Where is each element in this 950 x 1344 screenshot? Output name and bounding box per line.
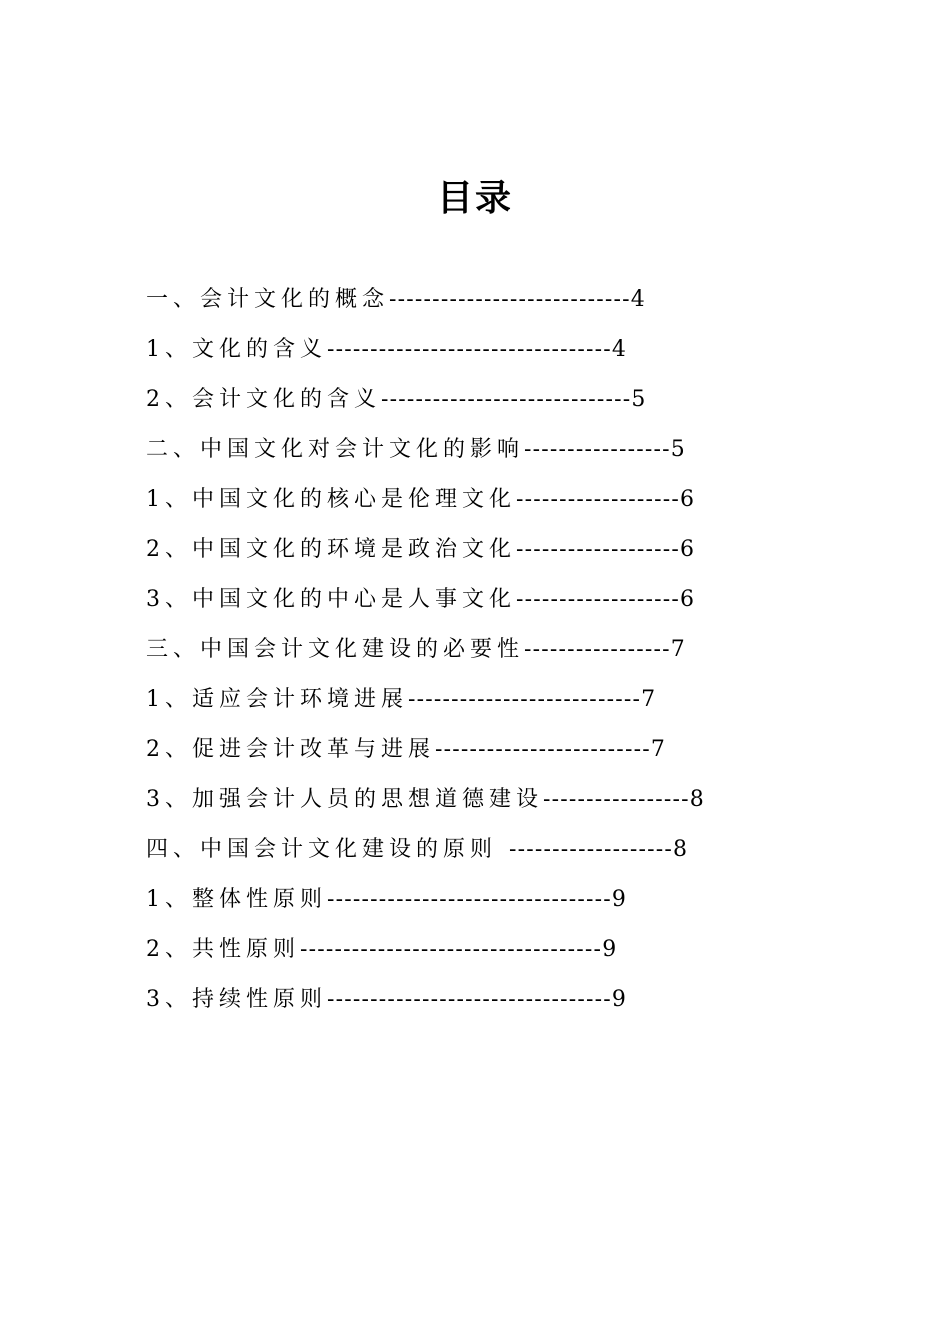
toc-entry[interactable]	[146, 628, 746, 678]
toc-entry-label: 1、适应会计环境进展	[146, 687, 408, 712]
toc-entry-label: 3、持续性原则	[146, 987, 327, 1012]
toc-entry-label: 1、整体性原则	[146, 887, 327, 912]
toc-entry-leader: ---------------------------------	[327, 987, 612, 1012]
toc-entry-label: 二、中国文化对会计文化的影响	[146, 437, 525, 462]
toc-entry-leader: -------------------	[509, 837, 674, 862]
toc-entry-label: 三、中国会计文化建设的必要性	[146, 637, 525, 662]
toc-entry-leader: ---------------------------------	[327, 337, 612, 362]
toc-entry-label: 3、加强会计人员的思想道德建设	[146, 787, 543, 812]
toc-entry-page: 4	[611, 337, 626, 362]
toc-entry-page: 4	[630, 287, 645, 312]
toc-entry-leader: -------------------------	[435, 737, 651, 762]
toc-entry-page: 9	[611, 887, 626, 912]
toc-entry[interactable]	[146, 278, 746, 328]
toc-entry-leader: -------------------	[516, 587, 681, 612]
toc-entry-label: 2、促进会计改革与进展	[146, 737, 435, 762]
toc-entry-page: 5	[631, 387, 646, 412]
toc-entry[interactable]	[146, 528, 746, 578]
toc-entry[interactable]	[146, 778, 746, 828]
toc-entry-leader: -----------------	[543, 787, 690, 812]
toc-entry-page: 8	[689, 787, 704, 812]
toc-entry[interactable]	[146, 378, 746, 428]
toc-entry[interactable]	[146, 328, 746, 378]
toc-entry-page: 7	[670, 637, 685, 662]
toc-entry-label: 四、中国会计文化建设的原则	[146, 837, 509, 862]
toc-entry-leader: ---------------------------------	[327, 887, 612, 912]
toc-entry-page: 7	[641, 687, 656, 712]
toc-entry-label: 2、中国文化的环境是政治文化	[146, 537, 516, 562]
toc-entry[interactable]	[146, 978, 746, 1028]
toc-entry-leader: -----------------------------	[381, 387, 632, 412]
toc-entry-page: 6	[680, 587, 695, 612]
toc-entry-label: 一、会计文化的概念	[146, 287, 390, 312]
toc-entry-leader: -------------------	[516, 487, 681, 512]
toc-entry-label: 2、会计文化的含义	[146, 387, 381, 412]
toc-entry-label: 1、中国文化的核心是伦理文化	[146, 487, 516, 512]
table-of-contents	[146, 278, 746, 1028]
toc-entry-page: 9	[602, 937, 617, 962]
toc-entry-page: 5	[670, 437, 685, 462]
toc-entry-leader: -------------------	[516, 537, 681, 562]
toc-entry-label: 2、共性原则	[146, 937, 300, 962]
toc-entry-label: 1、文化的含义	[146, 337, 327, 362]
toc-entry[interactable]	[146, 478, 746, 528]
toc-entry-page: 9	[611, 987, 626, 1012]
toc-entry[interactable]	[146, 578, 746, 628]
toc-entry-page: 8	[673, 837, 688, 862]
toc-entry-page: 6	[680, 487, 695, 512]
toc-entry-label: 3、中国文化的中心是人事文化	[146, 587, 516, 612]
toc-entry[interactable]	[146, 828, 746, 878]
toc-entry-leader: ---------------------------	[408, 687, 642, 712]
toc-entry[interactable]	[146, 678, 746, 728]
toc-entry[interactable]	[146, 878, 746, 928]
toc-entry-page: 7	[650, 737, 665, 762]
toc-entry-leader: ----------------------------	[389, 287, 631, 312]
toc-entry-leader: -----------------	[524, 437, 671, 462]
toc-entry-leader: -----------------------------------	[300, 937, 603, 962]
toc-entry-page: 6	[680, 537, 695, 562]
page-title: 目录	[436, 178, 513, 219]
toc-entry[interactable]	[146, 428, 746, 478]
toc-entry-leader: -----------------	[524, 637, 671, 662]
toc-entry[interactable]	[146, 928, 746, 978]
toc-entry[interactable]	[146, 728, 746, 778]
